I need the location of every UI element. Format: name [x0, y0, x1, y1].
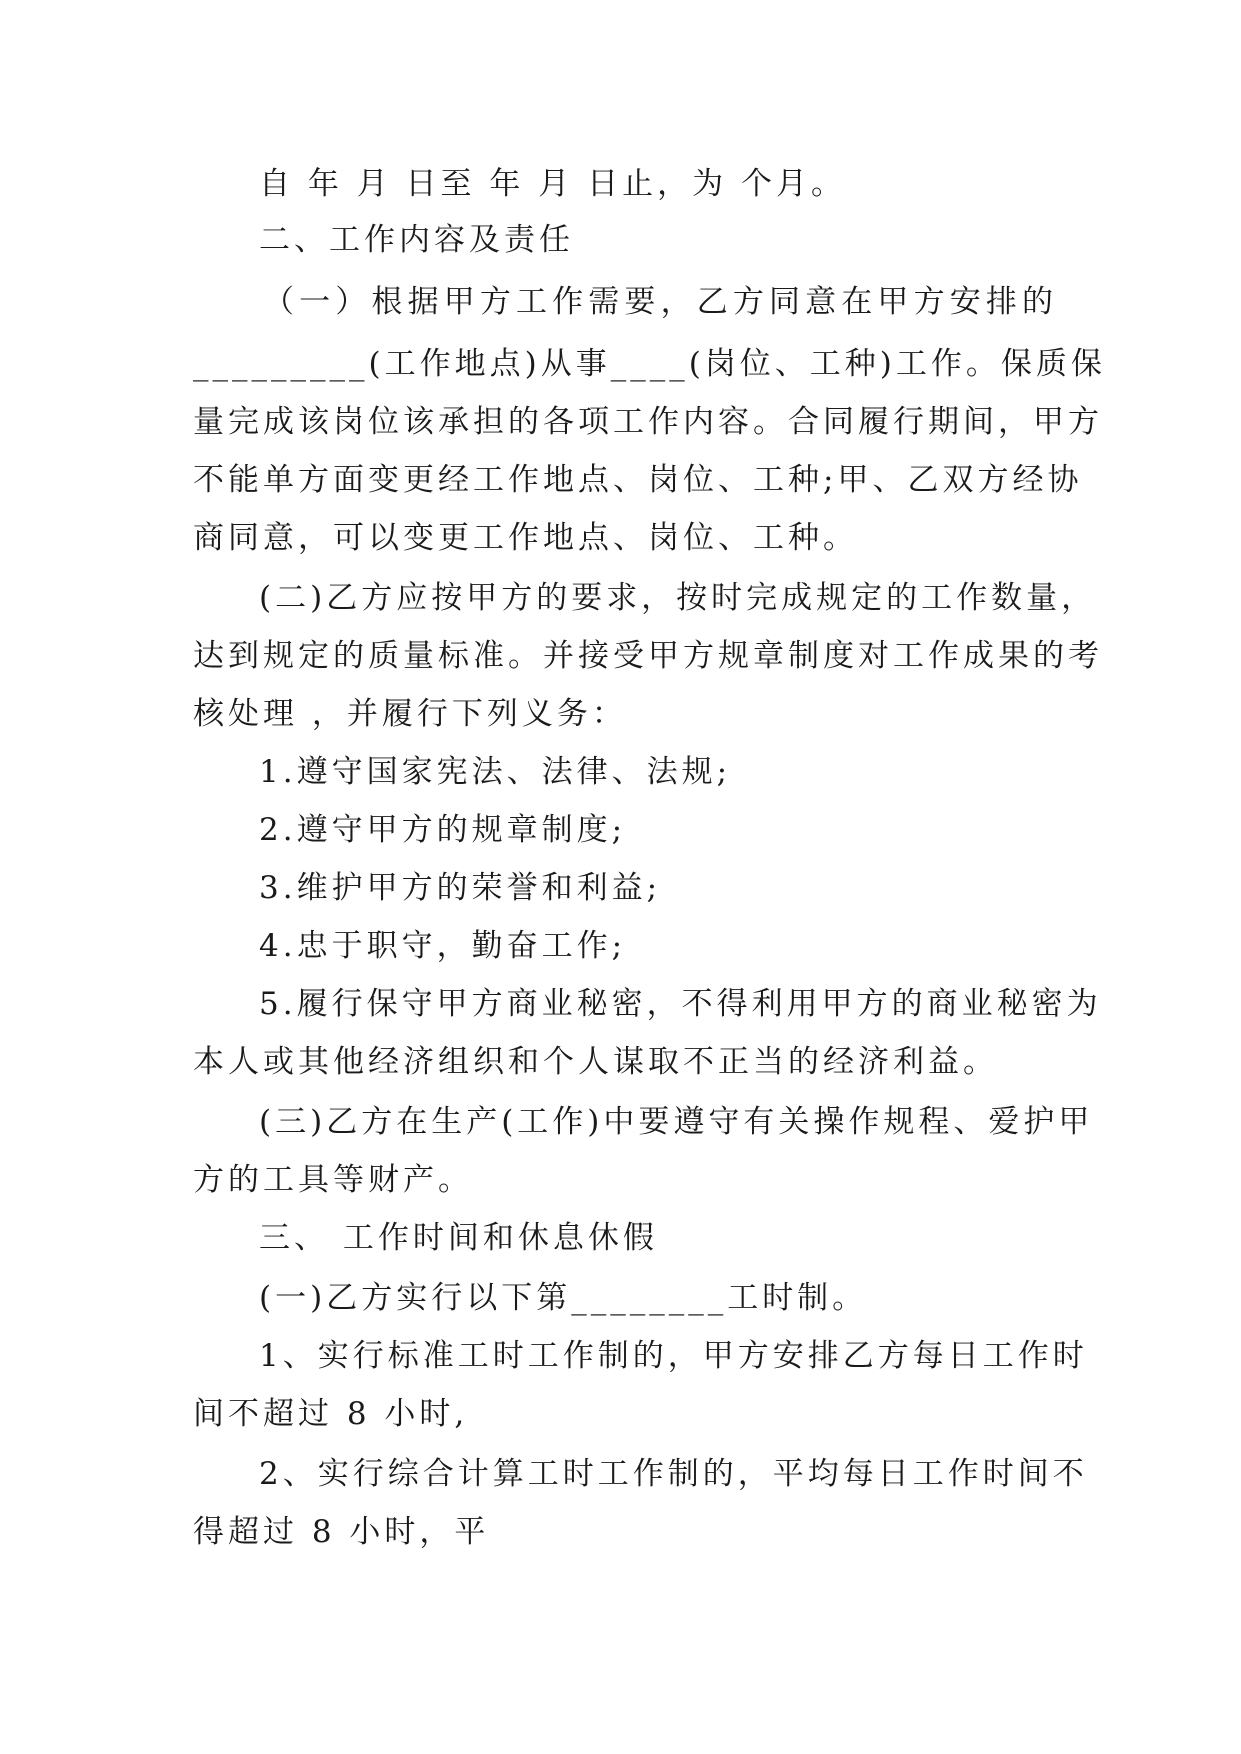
paragraph-line: (一)乙方实行以下第________工时制。 [259, 1280, 868, 1316]
list-item: 5.履行保守甲方商业秘密，不得利用甲方的商业秘密为 [259, 986, 1102, 1022]
list-item: 1、实行标准工时工作制的，甲方安排乙方每日工作时 [259, 1338, 1088, 1374]
paragraph-line: 量完成该岗位该承担的各项工作内容。合同履行期间，甲方 [193, 404, 1103, 440]
paragraph-line: 达到规定的质量标准。并接受甲方规章制度对工作成果的考 [193, 638, 1103, 674]
section-heading-work-content: 二、工作内容及责任 [259, 222, 574, 258]
contract-period-line: 自 年 月 日至 年 月 日止，为 个月。 [259, 166, 846, 202]
paragraph-line: (三)乙方在生产(工作)中要遵守有关操作规程、爱护甲 [259, 1104, 1094, 1140]
paragraph-line: 得超过 8 小时，平 [193, 1514, 490, 1550]
paragraph-line: 本人或其他经济组织和个人谋取不正当的经济利益。 [193, 1044, 998, 1080]
section-heading-work-hours: 三、 工作时间和休息休假 [259, 1220, 658, 1256]
paragraph-line: 核处理 ，并履行下列义务： [193, 696, 627, 732]
paragraph-line: 不能单方面变更经工作地点、岗位、工种;甲、乙双方经协 [193, 462, 1083, 498]
list-item: 2、实行综合计算工时工作制的，平均每日工作时间不 [259, 1456, 1088, 1492]
list-item: 2.遵守甲方的规章制度; [259, 812, 627, 848]
list-item: 4.忠于职守，勤奋工作; [259, 928, 627, 964]
paragraph-line: 商同意，可以变更工作地点、岗位、工种。 [193, 520, 858, 556]
list-item: 1.遵守国家宪法、法律、法规; [259, 754, 732, 790]
paragraph-line: （一）根据甲方工作需要，乙方同意在甲方安排的 [263, 284, 1057, 320]
paragraph-line: (二)乙方应按甲方的要求，按时完成规定的工作数量， [259, 580, 1097, 616]
paragraph-line: 间不超过 8 小时, [193, 1396, 469, 1432]
list-item: 3.维护甲方的荣誉和利益; [259, 870, 662, 906]
paragraph-line: 方的工具等财产。 [193, 1162, 473, 1198]
paragraph-line: _________(工作地点)从事____(岗位、工种)工作。保质保 [193, 346, 1106, 382]
